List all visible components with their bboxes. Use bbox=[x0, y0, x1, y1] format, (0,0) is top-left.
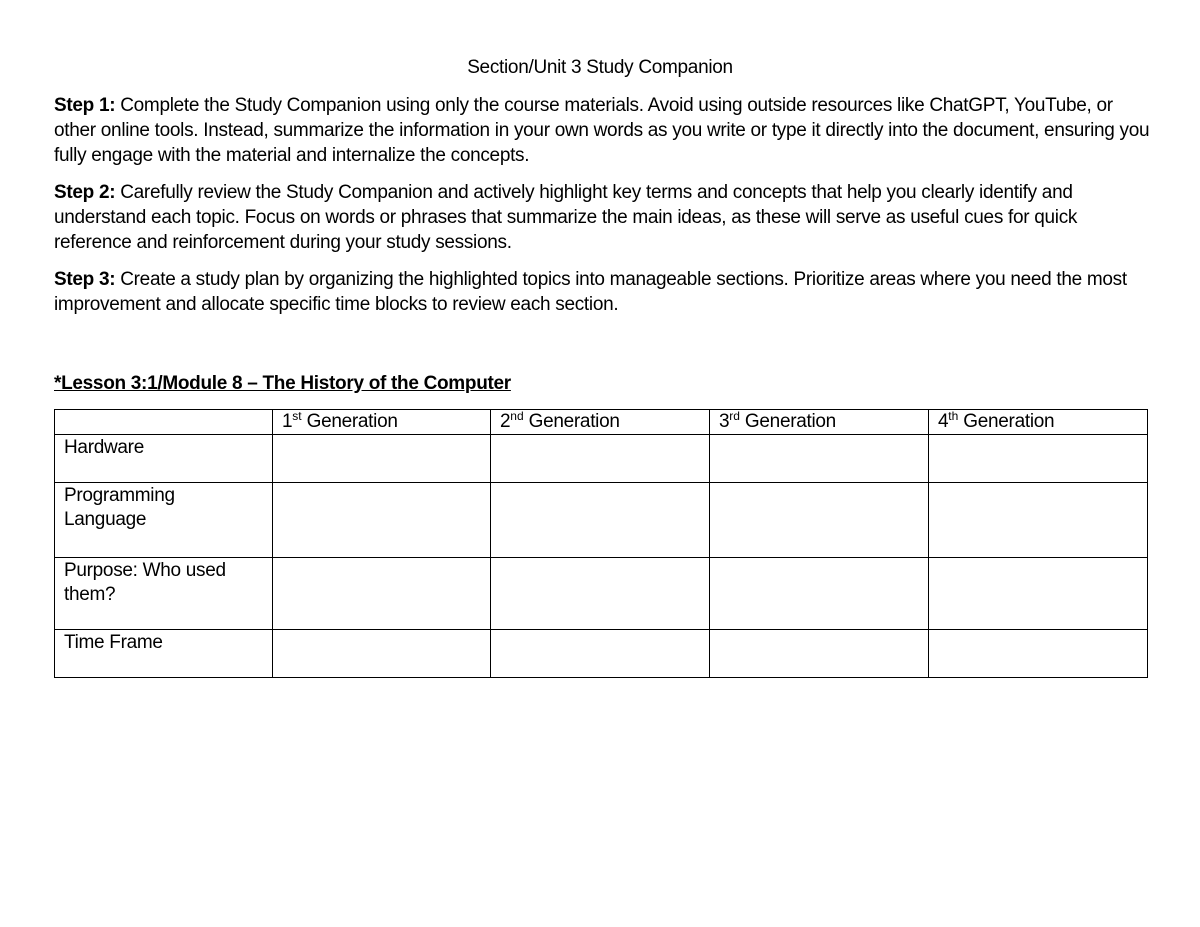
table-row bbox=[55, 435, 1148, 483]
lesson-heading: *Lesson 3:1/Module 8 – The History of the Computer bbox=[54, 373, 511, 394]
step-2-text: Carefully review the Study Companion and actively highlight key terms and concepts that help you clearly identify and understand each topic. Focus on words or phrases that summarize the main ideas, as these will serve as useful cues for quick reference and reinforcement during your study sessions. bbox=[54, 182, 1078, 253]
table-row bbox=[55, 483, 1148, 558]
cell-time-gen-4[interactable] bbox=[929, 630, 1148, 678]
cell-purpose-gen-2[interactable] bbox=[491, 558, 710, 630]
row-label-hardware: Hardware bbox=[55, 435, 273, 483]
table-row bbox=[55, 630, 1148, 678]
step-2 bbox=[54, 180, 1154, 255]
cell-programming-gen-1[interactable] bbox=[273, 483, 491, 558]
table-header-row bbox=[55, 410, 1148, 435]
cell-time-gen-2[interactable] bbox=[491, 630, 710, 678]
row-label-purpose: Purpose: Who used them? bbox=[55, 558, 273, 630]
instructions bbox=[54, 93, 1154, 329]
header-generation-1: 1st Generation bbox=[273, 410, 491, 435]
cell-programming-gen-3[interactable] bbox=[710, 483, 929, 558]
cell-purpose-gen-1[interactable] bbox=[273, 558, 491, 630]
header-generation-2: 2nd Generation bbox=[491, 410, 710, 435]
step-3-label: Step 3: bbox=[54, 269, 116, 290]
cell-hardware-gen-1[interactable] bbox=[273, 435, 491, 483]
row-label-time-frame: Time Frame bbox=[55, 630, 273, 678]
page-title: Section/Unit 3 Study Companion bbox=[467, 57, 733, 78]
cell-programming-gen-4[interactable] bbox=[929, 483, 1148, 558]
header-generation-4: 4th Generation bbox=[929, 410, 1148, 435]
header-corner-cell bbox=[55, 410, 273, 435]
step-1 bbox=[54, 93, 1154, 168]
cell-time-gen-1[interactable] bbox=[273, 630, 491, 678]
cell-programming-gen-2[interactable] bbox=[491, 483, 710, 558]
cell-time-gen-3[interactable] bbox=[710, 630, 929, 678]
step-2-label: Step 2: bbox=[54, 182, 116, 203]
step-1-label: Step 1: bbox=[54, 95, 116, 116]
cell-hardware-gen-4[interactable] bbox=[929, 435, 1148, 483]
generations-table bbox=[54, 409, 1148, 678]
cell-purpose-gen-4[interactable] bbox=[929, 558, 1148, 630]
step-1-text: Complete the Study Companion using only the course materials. Avoid using outside resources like ChatGPT, YouTube, or other online tools. Instead, summarize the information in your own words as you write or type it directly into the document, ensuring you fully engage with the material and internalize the concepts. bbox=[54, 95, 1150, 166]
cell-purpose-gen-3[interactable] bbox=[710, 558, 929, 630]
step-3 bbox=[54, 267, 1154, 317]
row-label-programming-language: Programming Language bbox=[55, 483, 273, 558]
table-row bbox=[55, 558, 1148, 630]
header-generation-3: 3rd Generation bbox=[710, 410, 929, 435]
step-3-text: Create a study plan by organizing the highlighted topics into manageable sections. Prioritize areas where you need the most improvement and allocate specific time blocks to review each section. bbox=[54, 269, 1127, 315]
cell-hardware-gen-2[interactable] bbox=[491, 435, 710, 483]
cell-hardware-gen-3[interactable] bbox=[710, 435, 929, 483]
